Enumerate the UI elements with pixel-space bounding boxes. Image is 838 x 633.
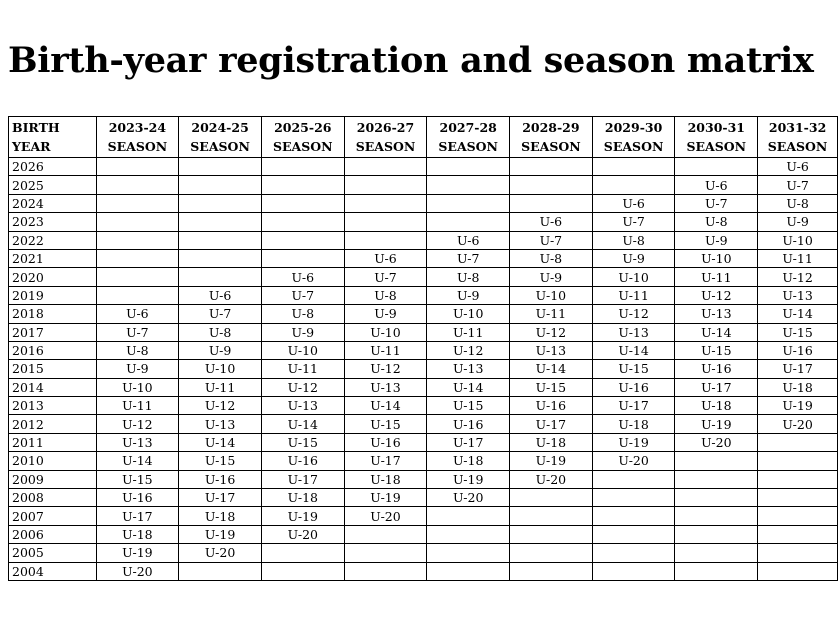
age-group-cell: U-6 (758, 158, 838, 176)
season-header-line: SEASON (686, 139, 747, 154)
season-header-line: SEASON (355, 139, 416, 154)
age-group-cell: U-18 (344, 470, 427, 488)
table-header (9, 117, 838, 158)
season-header (675, 117, 758, 158)
birth-year-cell: 2019 (9, 286, 97, 304)
age-group-cell (179, 213, 262, 231)
age-group-cell: U-16 (344, 433, 427, 451)
age-group-cell (427, 507, 510, 525)
age-group-cell: U-10 (96, 378, 179, 396)
age-group-cell: U-12 (510, 323, 593, 341)
age-group-cell: U-10 (592, 268, 675, 286)
age-group-cell (510, 158, 593, 176)
age-group-cell: U-10 (427, 305, 510, 323)
season-header-line: 2026-27 (356, 120, 415, 135)
table-row (9, 323, 838, 341)
age-group-cell (344, 176, 427, 194)
age-group-cell (592, 489, 675, 507)
age-group-cell (510, 525, 593, 543)
age-group-cell (261, 544, 344, 562)
birth-year-cell: 2020 (9, 268, 97, 286)
season-header-line: SEASON (603, 139, 664, 154)
age-group-cell (510, 194, 593, 212)
age-group-cell: U-9 (96, 360, 179, 378)
age-group-cell (96, 286, 179, 304)
age-group-cell: U-10 (758, 231, 838, 249)
season-header-line: SEASON (272, 139, 333, 154)
age-group-cell (96, 249, 179, 267)
season-header-line: 2025-26 (274, 120, 332, 135)
age-group-cell: U-18 (510, 433, 593, 451)
table-row (9, 562, 838, 580)
age-group-cell: U-16 (261, 452, 344, 470)
age-group-cell: U-17 (96, 507, 179, 525)
age-group-cell (344, 158, 427, 176)
age-group-cell: U-6 (427, 231, 510, 249)
age-group-cell (179, 231, 262, 249)
age-group-cell: U-14 (592, 341, 675, 359)
age-group-cell: U-20 (427, 489, 510, 507)
age-group-cell: U-14 (344, 397, 427, 415)
age-group-cell: U-19 (96, 544, 179, 562)
age-group-cell: U-15 (758, 323, 838, 341)
age-group-cell (344, 231, 427, 249)
age-group-cell: U-9 (427, 286, 510, 304)
age-group-cell (675, 507, 758, 525)
age-group-cell (592, 507, 675, 525)
birth-year-cell: 2018 (9, 305, 97, 323)
age-group-cell: U-13 (510, 341, 593, 359)
age-group-cell: U-19 (592, 433, 675, 451)
age-group-cell (758, 562, 838, 580)
age-group-cell: U-17 (675, 378, 758, 396)
age-group-cell: U-13 (96, 433, 179, 451)
age-group-cell (96, 194, 179, 212)
age-group-cell: U-20 (758, 415, 838, 433)
age-group-cell: U-9 (510, 268, 593, 286)
table-row (9, 176, 838, 194)
birth-year-cell: 2012 (9, 415, 97, 433)
age-group-cell: U-10 (510, 286, 593, 304)
age-group-cell: U-7 (344, 268, 427, 286)
header-row (9, 117, 838, 158)
age-group-cell: U-14 (675, 323, 758, 341)
age-group-cell: U-20 (510, 470, 593, 488)
age-group-cell: U-6 (96, 305, 179, 323)
season-header-line: SEASON (767, 139, 828, 154)
season-header-line: SEASON (107, 139, 168, 154)
age-group-cell (96, 231, 179, 249)
age-group-cell: U-10 (261, 341, 344, 359)
age-group-cell: U-17 (261, 470, 344, 488)
age-group-cell (675, 452, 758, 470)
age-group-cell: U-13 (675, 305, 758, 323)
age-group-cell: U-12 (675, 286, 758, 304)
age-group-cell: U-8 (427, 268, 510, 286)
table-body (9, 158, 838, 581)
age-group-cell (179, 194, 262, 212)
age-group-cell: U-13 (592, 323, 675, 341)
season-header-line: 2029-30 (604, 120, 663, 135)
age-group-cell: U-20 (261, 525, 344, 543)
age-group-cell: U-7 (592, 213, 675, 231)
age-group-cell: U-17 (344, 452, 427, 470)
birth-year-header-line: BIRTH (12, 120, 60, 135)
age-group-cell (427, 525, 510, 543)
age-group-cell (427, 544, 510, 562)
age-group-cell: U-20 (675, 433, 758, 451)
age-group-cell (427, 213, 510, 231)
age-group-cell (179, 249, 262, 267)
age-group-cell (96, 176, 179, 194)
age-group-cell: U-15 (179, 452, 262, 470)
age-group-cell: U-18 (261, 489, 344, 507)
age-group-cell (592, 562, 675, 580)
age-group-cell: U-13 (427, 360, 510, 378)
age-group-cell: U-8 (510, 249, 593, 267)
age-group-cell: U-17 (758, 360, 838, 378)
age-group-cell (758, 525, 838, 543)
season-header (179, 117, 262, 158)
table-row (9, 544, 838, 562)
age-group-cell: U-19 (427, 470, 510, 488)
age-group-cell: U-16 (427, 415, 510, 433)
age-group-cell (675, 562, 758, 580)
age-group-cell: U-19 (510, 452, 593, 470)
age-group-cell: U-18 (179, 507, 262, 525)
table-row (9, 489, 838, 507)
table-row (9, 378, 838, 396)
age-group-cell (758, 470, 838, 488)
birth-year-cell: 2024 (9, 194, 97, 212)
age-group-cell (510, 507, 593, 525)
age-group-cell (179, 176, 262, 194)
birth-year-cell: 2015 (9, 360, 97, 378)
age-group-cell: U-19 (344, 489, 427, 507)
age-group-cell: U-11 (592, 286, 675, 304)
age-group-cell: U-15 (261, 433, 344, 451)
age-group-cell: U-17 (592, 397, 675, 415)
age-group-cell: U-10 (675, 249, 758, 267)
age-group-cell: U-13 (344, 378, 427, 396)
table-row (9, 286, 838, 304)
age-group-cell: U-16 (96, 489, 179, 507)
age-group-cell (592, 176, 675, 194)
age-group-cell: U-16 (510, 397, 593, 415)
age-group-cell: U-9 (179, 341, 262, 359)
age-group-cell: U-8 (675, 213, 758, 231)
age-group-cell (758, 452, 838, 470)
age-group-cell: U-20 (592, 452, 675, 470)
age-group-cell: U-15 (592, 360, 675, 378)
age-group-cell: U-18 (758, 378, 838, 396)
age-group-cell (96, 268, 179, 286)
season-header-line: SEASON (438, 139, 498, 154)
age-group-cell: U-8 (344, 286, 427, 304)
age-group-cell (592, 158, 675, 176)
season-header (592, 117, 675, 158)
season-header-line: 2023-24 (108, 120, 167, 135)
birth-year-cell: 2016 (9, 341, 97, 359)
age-group-cell: U-18 (592, 415, 675, 433)
age-group-cell (510, 176, 593, 194)
age-group-cell: U-7 (675, 194, 758, 212)
age-group-cell: U-7 (758, 176, 838, 194)
birth-year-cell: 2013 (9, 397, 97, 415)
age-group-cell: U-7 (427, 249, 510, 267)
age-group-cell: U-12 (592, 305, 675, 323)
birth-year-cell: 2007 (9, 507, 97, 525)
age-group-cell: U-15 (675, 341, 758, 359)
birth-year-cell: 2008 (9, 489, 97, 507)
table-row (9, 452, 838, 470)
birth-year-cell: 2023 (9, 213, 97, 231)
birth-year-cell: 2021 (9, 249, 97, 267)
age-group-cell: U-13 (758, 286, 838, 304)
age-group-cell: U-11 (179, 378, 262, 396)
table-row (9, 249, 838, 267)
age-group-cell: U-15 (96, 470, 179, 488)
table-row (9, 415, 838, 433)
age-group-cell (427, 562, 510, 580)
age-group-cell (261, 194, 344, 212)
age-group-cell: U-6 (510, 213, 593, 231)
age-group-cell: U-9 (758, 213, 838, 231)
age-group-cell: U-18 (96, 525, 179, 543)
age-group-cell: U-19 (179, 525, 262, 543)
age-group-cell: U-8 (179, 323, 262, 341)
age-group-cell: U-6 (261, 268, 344, 286)
birth-year-header-line: YEAR (12, 139, 51, 154)
birth-year-cell: 2025 (9, 176, 97, 194)
table-row (9, 213, 838, 231)
table-row (9, 158, 838, 176)
age-group-cell (675, 158, 758, 176)
age-group-cell: U-12 (96, 415, 179, 433)
table-row (9, 341, 838, 359)
age-group-cell (675, 470, 758, 488)
age-group-cell: U-11 (675, 268, 758, 286)
age-group-cell (758, 507, 838, 525)
age-group-cell: U-12 (344, 360, 427, 378)
age-group-cell (510, 544, 593, 562)
age-group-cell: U-14 (758, 305, 838, 323)
age-group-cell: U-20 (344, 507, 427, 525)
season-header-line: 2027-28 (439, 120, 497, 135)
table-row (9, 470, 838, 488)
age-group-cell (96, 213, 179, 231)
age-group-cell (96, 158, 179, 176)
season-header-line: SEASON (521, 139, 581, 154)
age-group-cell: U-19 (261, 507, 344, 525)
birth-year-cell: 2022 (9, 231, 97, 249)
age-group-cell (758, 544, 838, 562)
table-row (9, 433, 838, 451)
age-group-cell (427, 158, 510, 176)
age-group-cell (261, 562, 344, 580)
age-group-cell (758, 489, 838, 507)
age-group-cell (261, 213, 344, 231)
age-group-cell: U-13 (179, 415, 262, 433)
birth-year-cell: 2006 (9, 525, 97, 543)
table-row (9, 231, 838, 249)
age-group-cell: U-15 (344, 415, 427, 433)
age-group-cell (344, 194, 427, 212)
age-group-cell: U-19 (758, 397, 838, 415)
age-group-cell: U-6 (344, 249, 427, 267)
birth-year-cell: 2017 (9, 323, 97, 341)
age-group-cell: U-10 (344, 323, 427, 341)
season-header-line: SEASON (190, 139, 250, 154)
age-group-cell: U-11 (758, 249, 838, 267)
age-group-cell: U-17 (179, 489, 262, 507)
age-group-cell: U-16 (179, 470, 262, 488)
age-group-cell (344, 544, 427, 562)
birth-year-cell: 2026 (9, 158, 97, 176)
birth-year-cell: 2009 (9, 470, 97, 488)
age-group-cell: U-9 (344, 305, 427, 323)
season-header (344, 117, 427, 158)
age-group-cell: U-15 (427, 397, 510, 415)
age-group-cell: U-18 (675, 397, 758, 415)
season-header (510, 117, 593, 158)
season-header-line: 2024-25 (191, 120, 249, 135)
age-group-cell: U-8 (261, 305, 344, 323)
season-header-line: 2028-29 (522, 120, 580, 135)
age-group-cell: U-11 (344, 341, 427, 359)
birth-year-cell: 2011 (9, 433, 97, 451)
age-group-cell (592, 470, 675, 488)
birth-year-cell: 2014 (9, 378, 97, 396)
age-group-cell (592, 544, 675, 562)
age-group-cell (427, 194, 510, 212)
table-row (9, 268, 838, 286)
season-header (96, 117, 179, 158)
age-group-cell: U-12 (261, 378, 344, 396)
age-group-cell: U-12 (427, 341, 510, 359)
age-group-cell: U-16 (592, 378, 675, 396)
season-header-line: 2031-32 (768, 120, 827, 135)
age-group-cell: U-16 (675, 360, 758, 378)
table-row (9, 507, 838, 525)
age-group-cell: U-14 (179, 433, 262, 451)
age-group-cell: U-20 (96, 562, 179, 580)
season-header (427, 117, 510, 158)
age-group-cell: U-11 (510, 305, 593, 323)
age-group-cell: U-17 (427, 433, 510, 451)
birth-year-header (9, 117, 97, 158)
age-group-cell (261, 158, 344, 176)
age-group-cell: U-9 (261, 323, 344, 341)
age-group-cell: U-17 (510, 415, 593, 433)
age-group-cell (344, 213, 427, 231)
age-group-cell: U-16 (758, 341, 838, 359)
age-group-cell: U-18 (427, 452, 510, 470)
season-header-line: 2030-31 (687, 120, 745, 135)
age-group-cell (758, 433, 838, 451)
age-group-cell: U-19 (675, 415, 758, 433)
season-header (261, 117, 344, 158)
age-group-cell: U-11 (96, 397, 179, 415)
age-group-cell (592, 525, 675, 543)
season-matrix-table (8, 116, 838, 581)
table-row (9, 397, 838, 415)
age-group-cell (179, 268, 262, 286)
season-header (758, 117, 838, 158)
age-group-cell: U-11 (261, 360, 344, 378)
age-group-cell (344, 525, 427, 543)
age-group-cell: U-10 (179, 360, 262, 378)
age-group-cell: U-14 (261, 415, 344, 433)
age-group-cell (261, 176, 344, 194)
table-row (9, 360, 838, 378)
age-group-cell: U-12 (179, 397, 262, 415)
table-row (9, 194, 838, 212)
age-group-cell (179, 158, 262, 176)
age-group-cell: U-14 (510, 360, 593, 378)
age-group-cell: U-13 (261, 397, 344, 415)
age-group-cell (179, 562, 262, 580)
age-group-cell: U-7 (179, 305, 262, 323)
age-group-cell: U-9 (675, 231, 758, 249)
age-group-cell: U-7 (96, 323, 179, 341)
age-group-cell: U-12 (758, 268, 838, 286)
age-group-cell: U-20 (179, 544, 262, 562)
age-group-cell: U-11 (427, 323, 510, 341)
birth-year-cell: 2005 (9, 544, 97, 562)
age-group-cell: U-6 (179, 286, 262, 304)
age-group-cell (261, 231, 344, 249)
age-group-cell: U-14 (427, 378, 510, 396)
age-group-cell: U-6 (592, 194, 675, 212)
age-group-cell: U-15 (510, 378, 593, 396)
age-group-cell (427, 176, 510, 194)
age-group-cell (675, 489, 758, 507)
age-group-cell (675, 525, 758, 543)
age-group-cell: U-7 (261, 286, 344, 304)
age-group-cell: U-7 (510, 231, 593, 249)
birth-year-cell: 2010 (9, 452, 97, 470)
age-group-cell: U-8 (758, 194, 838, 212)
age-group-cell: U-14 (96, 452, 179, 470)
page-title: Birth-year registration and season matrix (8, 40, 814, 81)
age-group-cell (261, 249, 344, 267)
age-group-cell (510, 562, 593, 580)
table-row (9, 305, 838, 323)
birth-year-cell: 2004 (9, 562, 97, 580)
age-group-cell (510, 489, 593, 507)
age-group-cell: U-6 (675, 176, 758, 194)
table-row (9, 525, 838, 543)
age-group-cell: U-9 (592, 249, 675, 267)
age-group-cell (344, 562, 427, 580)
age-group-cell: U-8 (592, 231, 675, 249)
age-group-cell (675, 544, 758, 562)
age-group-cell: U-8 (96, 341, 179, 359)
